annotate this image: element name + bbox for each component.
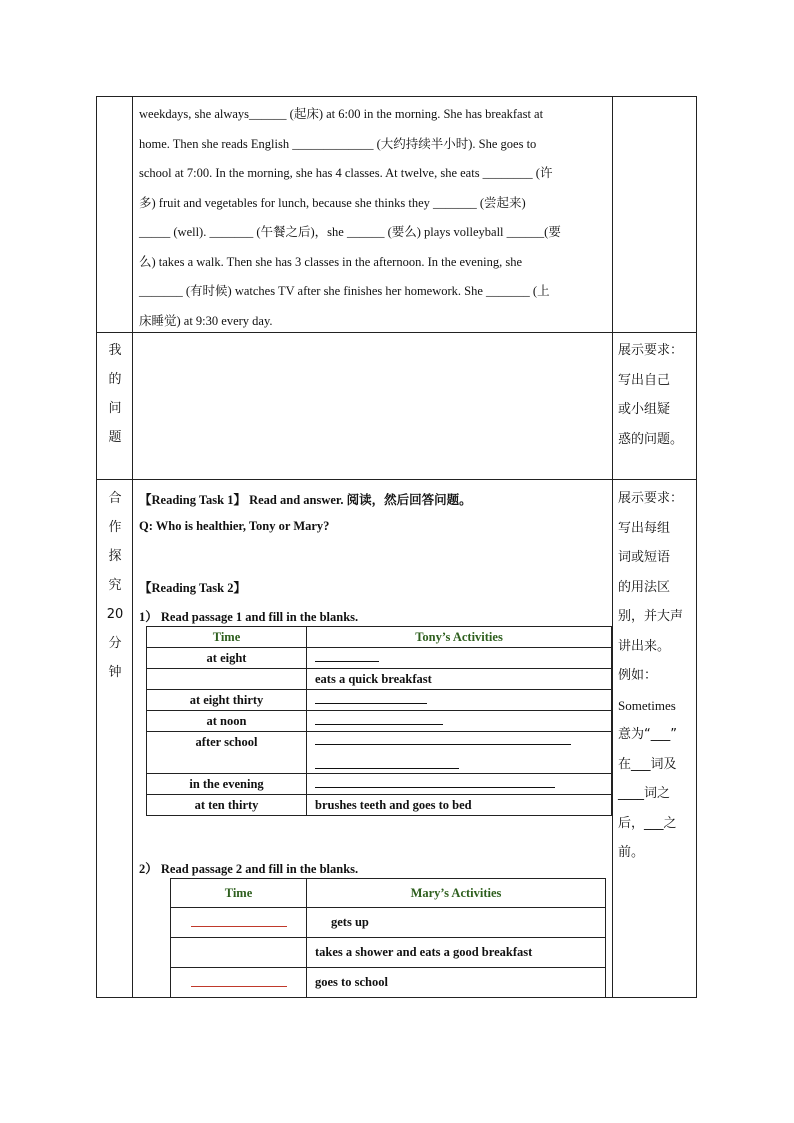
- tony-table: [146, 626, 612, 816]
- passage-line: 床睡觉) at 9:30 every day.: [139, 313, 273, 328]
- passage2-instruction: 2） Read passage 2 and fill in the blanks.: [139, 862, 359, 876]
- tony-activity: brushes teeth and goes to bed: [307, 795, 612, 816]
- table-row: [147, 669, 612, 690]
- mary-table: [170, 878, 606, 998]
- passage-line: _______ (有时候) watches TV after she finishes her homework. She _______ (上: [139, 284, 550, 298]
- tony-time: at noon: [147, 711, 307, 732]
- tony-activity-blank[interactable]: [307, 711, 612, 732]
- table-row: [171, 938, 606, 968]
- tony-activity-blank[interactable]: [307, 690, 612, 711]
- grid-line-left: [96, 96, 97, 998]
- table-row: [147, 648, 612, 669]
- table-row: [147, 711, 612, 732]
- grid-line-top: [96, 96, 697, 97]
- tony-header-activities: Tony’s Activities: [307, 627, 612, 648]
- mary-activity: gets up: [307, 908, 606, 938]
- grid-line-right: [696, 96, 697, 998]
- passage-line: 么) takes a walk. Then she has 3 classes in the afternoon. In the evening, she: [139, 254, 522, 269]
- mary-time-blank[interactable]: [171, 968, 307, 998]
- task1-question: Q: Who is healthier, Tony or Mary?: [139, 519, 330, 533]
- my-questions-label: 我 的 问 题: [108, 343, 122, 445]
- tony-time: after school: [147, 732, 307, 774]
- tony-activity: eats a quick breakfast: [307, 669, 612, 690]
- grid-line-row1: [96, 332, 697, 333]
- cooperation-requirement: 展示要求： 写出每组 词或短语 的用法区 别，并大声 讲出来。 例如： Sometimes 意为“___” 在___词及 ____词之 后，___之 前。: [618, 491, 684, 860]
- table-row: [147, 774, 612, 795]
- cooperation-label: 合 作 探 究 20 分 钟: [106, 491, 124, 680]
- tony-time: at eight thirty: [147, 690, 307, 711]
- tony-time: at ten thirty: [147, 795, 307, 816]
- tony-activity-blank[interactable]: [307, 648, 612, 669]
- mary-activity: goes to school: [307, 968, 606, 998]
- mary-header-activities: Mary’s Activities: [307, 879, 606, 908]
- mary-time[interactable]: [171, 938, 307, 968]
- grid-line-col2: [612, 96, 613, 998]
- mary-activity: takes a shower and eats a good breakfast: [307, 938, 606, 968]
- table-row: [147, 690, 612, 711]
- passage1-instruction: 1） Read passage 1 and fill in the blanks.: [139, 610, 359, 624]
- tony-header-time: Time: [147, 627, 307, 648]
- my-questions-requirement: 展示要求： 写出自己 或小组疑 惑的问题。: [618, 343, 684, 447]
- tony-activity-blank[interactable]: [307, 732, 612, 774]
- tony-time: at eight: [147, 648, 307, 669]
- table-row: [171, 908, 606, 938]
- task2-title: 【Reading Task 2】: [139, 581, 246, 595]
- passage-line: home. Then she reads English _____________ (大约持续半小时). She goes to: [139, 136, 537, 151]
- tony-activity-blank[interactable]: [307, 774, 612, 795]
- passage-line: school at 7:00. In the morning, she has 4 classes. At twelve, she eats ________ (许: [139, 166, 553, 180]
- task1-title: 【Reading Task 1】 Read and answer. 阅读，然后回答问题。: [139, 493, 472, 507]
- grid-line-row2: [96, 479, 697, 480]
- mary-time-blank[interactable]: [171, 908, 307, 938]
- tony-time[interactable]: [147, 669, 307, 690]
- table-row: [147, 795, 612, 816]
- passage-line: 多) fruit and vegetables for lunch, because she thinks they _______ (尝起来): [139, 195, 526, 210]
- table-row: [171, 968, 606, 998]
- tony-time: in the evening: [147, 774, 307, 795]
- passage-line: _____ (well). _______ (午餐之后)，she ______ (要么) plays volleyball ______(要: [139, 225, 561, 239]
- passage-line: weekdays, she always______ (起床) at 6:00 in the morning. She has breakfast at: [139, 107, 544, 121]
- mary-header-time: Time: [171, 879, 307, 908]
- table-row: [147, 732, 612, 774]
- grid-line-col1: [132, 96, 133, 998]
